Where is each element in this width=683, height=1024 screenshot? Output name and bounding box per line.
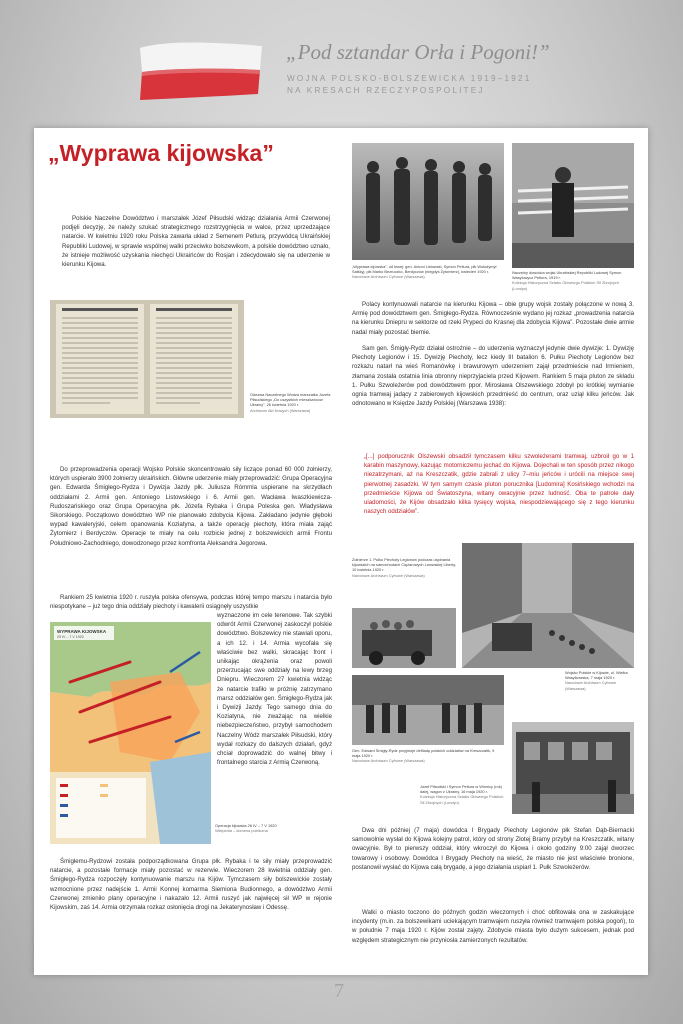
photo4-caption-source: Narodowe Archiwum Cyfrowe (Warszawa) — [565, 680, 617, 691]
map-caption-text: Operacja kijowska 26 IV – 7 V 1920 — [215, 823, 277, 828]
photo2-caption-source: Kolekcja Historyczna Sztabu Głównego Polskich Sił Zbrojnych (Londyn) — [512, 280, 620, 291]
photo-train-wagon — [512, 722, 634, 814]
page-number: 7 — [334, 980, 344, 1002]
photo6-caption — [420, 784, 508, 805]
document-caption-text: Odezwa Naczelnego Wodza marszałka Józefa Piłsudskiego „Do uszystkich mieszkańców Ukrainy”, 26 kwietnia 1920 r. — [250, 392, 331, 408]
photo5-caption-source: Narodowe Archiwum Cyfrowe (Warszawa) — [352, 758, 425, 764]
map-dates: 25 IV – 7 V 1920 — [57, 635, 84, 639]
proclamation-document-image — [50, 300, 244, 418]
right-paragraph-1: Polacy kontynuowali natarcie na kierunku Kijowa – obie grupy wojsk zostały połączone w nową 3. Armię pod dowództwem gen. Śmigłego-Rydza. Równocześnie wydano jej rozkaz „prowadzenia natarcia na kierunku Dniepru w sektorze od rzeki Prypeci do Krasnej dla zdobycia Kijowa”. Pozostałe dwie armie nadal miały pozostać biernie. — [352, 301, 634, 336]
photo2-caption — [512, 270, 634, 291]
offensive-paragraph-start: Rankiem 25 kwietnia 1920 r. ruszyła polska ofensywa, podczas której tempo marszu i natarcia było niespotykane – już tego dnia oddziały piechoty i kawalerii osiągnęły uszystkie — [50, 594, 332, 611]
intro-paragraph: Polskie Naczelne Dowództwo i marszałek Józef Piłsudski widząc działania Armii Czerwonej podjęli decyzję, że należy szukać strategicznego rozstrzygnięcia w walce, przez uprzedzające natarcie. W kwietniu 1920 roku Polska zawarła układ z Semenem Petlurą, przywódcą Ukraińskiej Republiki Ludowej, w sprawie wspólnej walki przeciwko bolszewikom, a polskie dowództwo uznało, że istnieje możliwość uzyskania niechęci Ukraińców do Rosjan i zdecydowało się na uderzenie w kierunku Kijowa. — [62, 215, 330, 269]
polish-flag-brushstroke — [136, 38, 266, 104]
photo-parade-kreszczatik — [352, 675, 504, 745]
photo-kiev-street — [462, 543, 634, 668]
photo6-caption-text: Józef Piłsudski i Symon Petlura w Winnicy (rok) dalej, wagon z Ukrainy, 16 maja 1920 r. — [420, 784, 502, 795]
smigly-rydz-paragraph: Śmigłemu-Rydzowi została podporządkowana Grupa płk. Rybaka i te siły miały przeprowadzić natarcie, a pozostałe formacje miały pozostać w rezerwie. Wieczorem 28 kwietnia oddziały gen. Śmigłego-Rydza rozpoczęły kontynuowanie marszu na Kijów. Tymczasem siły bolszewickie zostały wzmocnione przez nadejście 1. Armii Konnej komarma Siemiona Budionnego, a dowództwo Armii Czerwonej zmieniło plany operacyjne i nakazało 12. Armii ruszyć jak najwięcej sił WP w rejonie Kijowskim, zaś 14. Armia otrzymała rozkaz osłonięcia drogi na Jekaterynosław i Odessę. — [50, 858, 332, 912]
photo3-caption — [352, 557, 456, 578]
series-subtitle — [287, 73, 532, 97]
photo5-caption — [352, 748, 502, 764]
photo1-caption-text: „Wyprawa kijowska”, od lewej: gen. Antoni Listowski, Symon Petlura, płk Wołodymyr Sałśkyj, płk Marko Bezruczko, Berdyczów (niegdyś Żytomierz), kwiecień 1920 r. — [352, 264, 497, 275]
photo3-caption-source: Narodowe Archiwum Cyfrowe (Warszawa) — [352, 572, 425, 578]
document-caption — [250, 392, 332, 413]
kiev-expedition-map — [50, 622, 211, 844]
photo3-caption-text: Żołnierze 1. Pułku Piechoty Legionów podczas uspinania kijowskich na samochodach Ciężarowych Lwowskiej Liberty, 10 kwietnia 1920 r. — [352, 557, 456, 573]
right-paragraph-2: Sam gen. Śmigły-Rydz działał ostrożnie – do uderzenia wyznaczył jedynie dwie dywizje: 1. Dywizję Piechoty Legionów i 15. Dywizję Piechoty, lecz kiedy III batalion 6. Pułku Piechoty Legionów bez rozkazu natarł na wieś Romanówkę i brawurowym uderzeniem zajął przedmieście nad Irmieniem, złamana została ostatnia linia obronny nieprzyjaciela przed Kijowem. Rankiem 5 maja pluton ze składu 1. Pułku Szwoleżerów pod dowództwem ppor. Mirosława Olszewskiego zdobył po krótkiej wymianie ognia tramwaj jadący z zabierowych kijowskich przedmieść do centrum, oraz uziął kilku jeńców. Jak odnotowano w Księdze Jazdy Polskiej (Warszawa 1938): — [352, 345, 634, 408]
photo4-caption-text: Wojsko Polskie w Kijowie, ul. Wielka Wasylkowska, 7 maja 1920 r. — [565, 670, 628, 681]
right-paragraph-3: Dwa dni później (7 maja) dowódca I Brygady Piechoty Legionów płk Stefan Dąb-Biernacki samowolnie wysłał do Kijowa kolejny patrol, który od strony Złotej Bramy przybył na Kreszczatik, witany owacyjnie. Był to pierwszy oddział, który wkroczył do Kijowa i około godziny 9:00 zajął dworzec towarowy i osobowy. Dowódca I Brygady Piechoty na wieść, że miasto nie jest właściwie bronione, postanowił wysłać do Kijowa całą brygadę, a jego działania uspiarł 1. Pułk Szwoleżerów. — [352, 827, 634, 871]
photo-soldiers-on-truck — [352, 608, 456, 668]
subtitle-line-1: WOJNA POLSKO-BOLSZEWICKA 1919–1921 — [287, 74, 532, 83]
photo5-caption-text: Gen. Edward Śmigły-Rydz przyjmuje defiladę polskich oddziałów na Kreszczatik, 9 maja 1920 r. — [352, 748, 495, 759]
photo6-caption-source: Kolekcja Historyczna Sztabu Głównego Polskich Sił Zbrojnych (Londyn) — [420, 794, 504, 805]
right-paragraph-4: Walki o miasto toczono do późnych godzin wieczornych i choć obfitowała ona w zaskakujące incydenty (m.in. za bolszewikami uciekającym tramwajem ruszyła również tramwajem polska pogoń), to w południe 7 maja 1920 r. Kijów został zajęty. Zdobycie miasta było dużym sukcesem, jednak pod względem strategicznym nie przyniosła zamierzonych rezultatów. — [352, 909, 634, 944]
photo2-caption-text: Naczelny dowódca wojsk Ukraińskiej Republiki Ludowej Symon Wasylowycz Petlura, 1919 r. — [512, 270, 622, 281]
document-caption-source: Archiwum Akt Nowych (Warszawa) — [250, 407, 311, 413]
photo-petlura-bench — [512, 143, 634, 268]
operation-forces-paragraph: Do przeprowadzenia operacji Wojsko Polskie skoncentrowało siły liczące ponad 60 000 żołnierzy, których uspierało 3900 żołnierzy ukraińskich. Główne uderzenie miały przeprowadzić: Grupa Operacyjna gen. Edwarda Śmigłego-Rydza i Dywizja Jazdy płk. Juliusza Rómmla uspierane na skrzydłach oddziałami 2. Armii gen. Antoniego Listowskiego i 6. Armii gen. Wacława Iwaszkiewicza-Rudoszańskiego oraz Grupa Operacyjna płk. Józefa Rybaka i Grupa Poleska gen. Władysława Sikorskiego. Początkowo dowództwo WP nie planowało zdobycia Kijowa. Zakładano jedynie głęboki wypad kawaleryjski, celem opanowania Koziatyna, a także operację piechoty, która miała zająć Żytomierz i Berdyczów. Operacje te miały na celu rozbicie jednej z bolszewickich armii Frontu Południowo-Zachodniego, dowodzonego przez komfronta Aleksandra Jegorowa. — [50, 466, 332, 547]
article-title: „Wyprawa kijowska” — [48, 140, 274, 166]
subtitle-line-2: NA KRESACH RZECZYPOSPOLITEJ — [287, 86, 485, 95]
offensive-paragraph-continued: wyznaczone im cele terenowe. Tak szybki odwrót Armii Czerwonej zaskoczył polskie dowództwo. Bolszewicy nie stawiali oporu, a ich 12. i 14. Armia wycofała się właściwie bez walki, skracając front i unikając okrążenia oraz powoli przerzucając swe oddziały na lewy brzeg Dniepru. Wieczorem 27 kwietnia widząc że natarcie trafiło w próżnię zatrzymano marsz oddziałów gen. Śmigłego-Rydza jak i Dywizji Jazdy. Tego samego dnia do Koziatyna, nie zważając na wielkie niebezpieczeństwo, przybył samochodem Naczelny Wódz marszałek Piłsudski, który wydał rozkazy do dalszych działań, gdyż chciał doprowadzić do walnej bitwy i frontalnego starcia z Armią Czerwoną. — [217, 612, 332, 767]
photo1-caption — [352, 264, 504, 280]
photo-commanders-group — [352, 143, 504, 260]
map-title: WYPRAWA KIJOWSKA — [57, 629, 107, 634]
photo4-caption — [565, 670, 635, 691]
map-caption — [215, 823, 295, 833]
photo1-caption-source: Narodowe Archiwum Cyfrowe (Warszawa) — [352, 274, 425, 280]
book-quote: „[...] podporucznik Olszewski obsadził tymczasem kilku szwoleżerami tramwaj, uzbroił go w 1 karabin maszynowy, kazując motorniczemu jechać do Kijowa. Dojechali w ten sposób przez nikogo niezatrzymani, aż na Kreszczatik, gdzie zabrali z ulicy 7–miu jeńców i urócili na miejsce swej pierwotnej zasadzki. W tym samym czasie pluton porucznika [Ludomira] Kosińskiego wchodzi na przedmieście Kijowa od Światoszyna, witany owacyjnie przez ludność. Oba te patrole dały uiadomości, że Kijów obsadzało kilka tysięcy wojska, niespodziewającego się z tego kierunku naszych oddziałów”. — [364, 453, 634, 516]
map-caption-source: Wikipedia – domena publiczna — [215, 828, 268, 834]
series-title: „Pod sztandar Orła i Pogoni!” — [286, 40, 550, 64]
